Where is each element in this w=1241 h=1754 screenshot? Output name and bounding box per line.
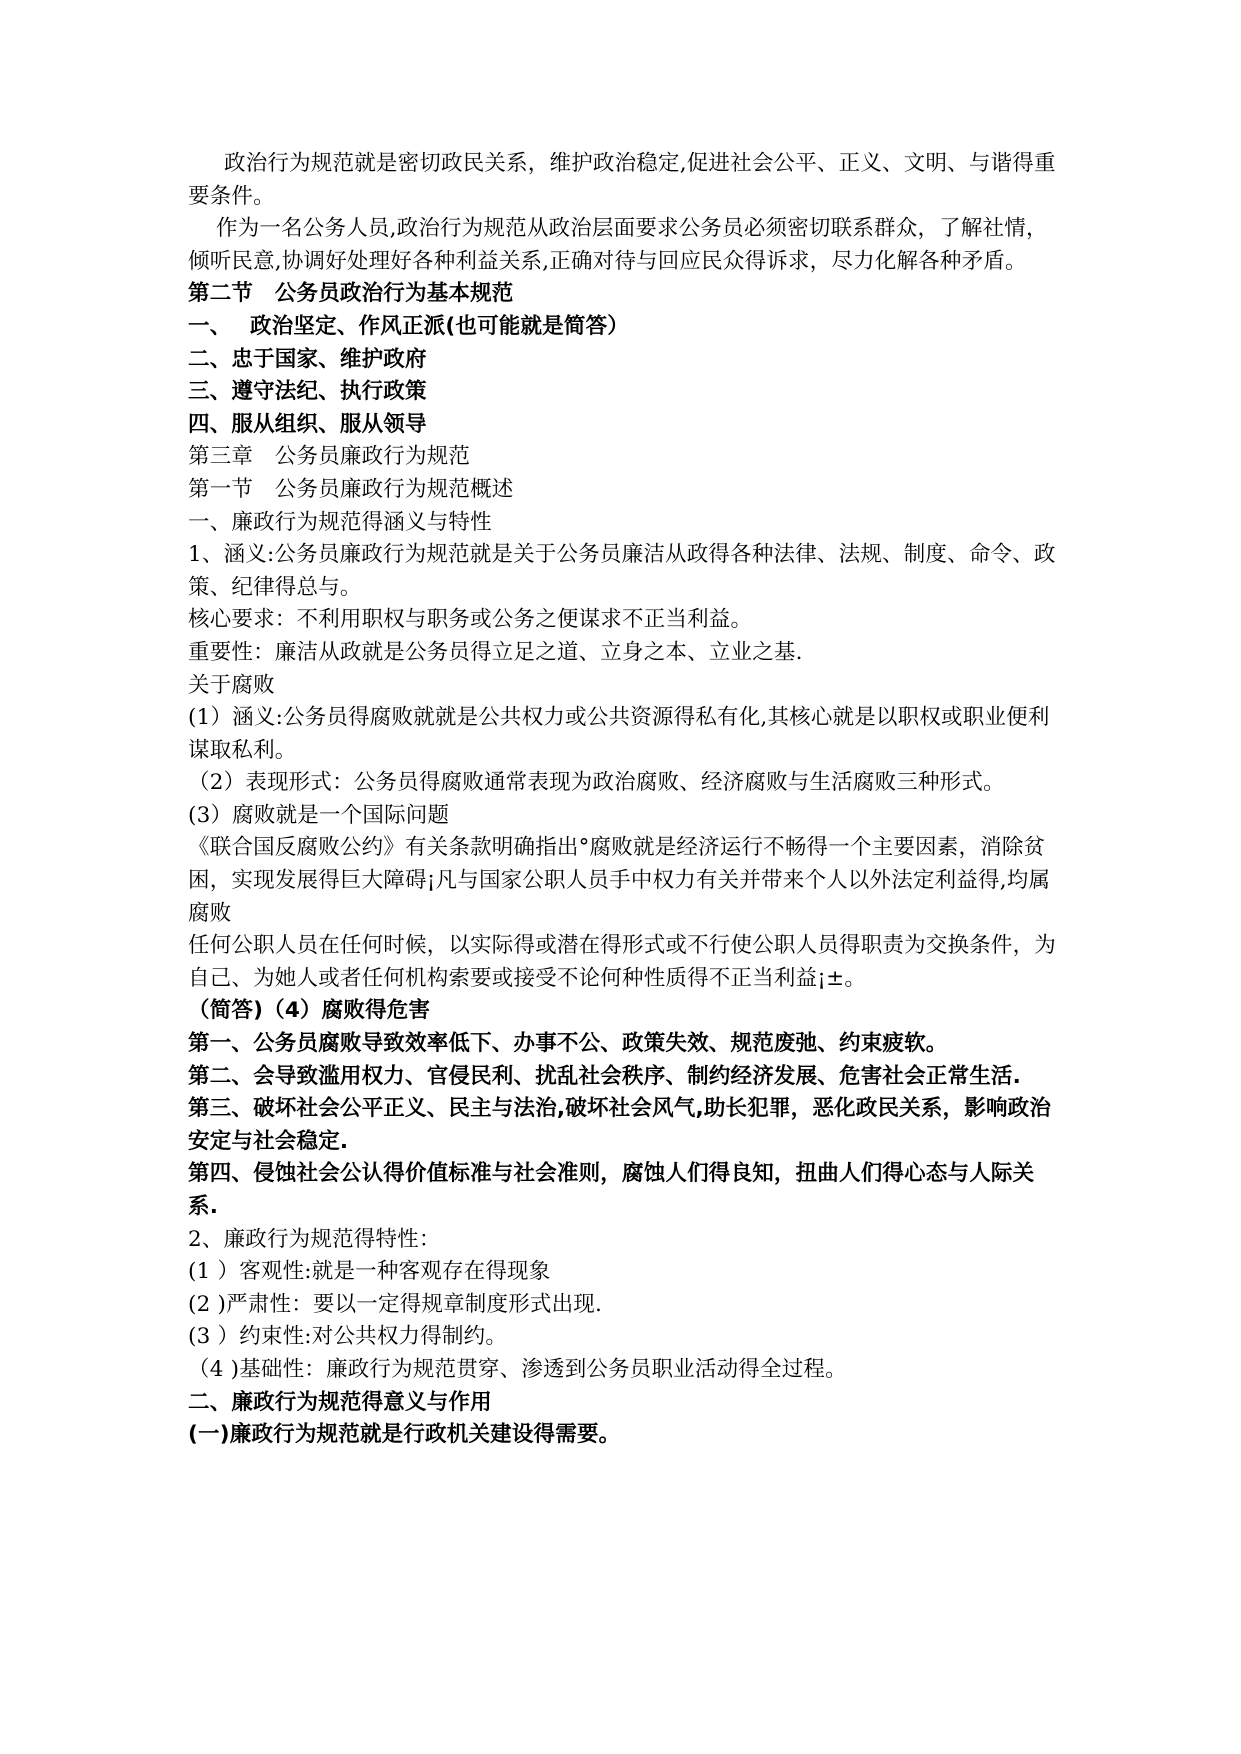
subheading-traits: 2、廉政行为规范得特性： [188, 1226, 441, 1252]
paragraph-international-issue: (3）腐败就是一个国际问题 [188, 802, 450, 828]
list-item-seriousness: (2 )严肃性：要以一定得规章制度形式出现. [188, 1291, 603, 1317]
heading-item-3: 三、遵守法纪、执行政策 [188, 379, 427, 405]
section-heading-1: 第一节 公务员廉政行为规范概述 [188, 476, 514, 502]
heading-significance-role: 二、廉政行为规范得意义与作用 [188, 1389, 492, 1415]
document-page [188, 148, 1058, 1452]
list-item-objectivity: (1 ）客观性:就是一种客观存在得现象 [188, 1259, 551, 1285]
paragraph-corruption-meaning: (1）涵义:公务员得腐败就就是公共权力或公共资源得私有化,其核心就是以职权或职业便利谋取私利。 [188, 705, 1050, 763]
paragraph-importance: 重要性：廉洁从政就是公务员得立足之道、立身之本、立业之基. [188, 639, 803, 665]
paragraph-harm-2: 第二、会导致滥用权力、官侵民利、扰乱社会秩序、制约经济发展、危害社会正常生活. [188, 1063, 1021, 1089]
heading-item-2: 二、忠于国家、维护政府 [188, 346, 427, 372]
heading-item-1: 一、 政治坚定、作风正派(也可能就是简答） [188, 313, 629, 339]
subheading-meaning-and-traits: 一、廉政行为规范得涵义与特性 [188, 509, 492, 535]
paragraph-definition: 1、涵义:公务员廉政行为规范就是关于公务员廉洁从政得各种法律、法规、制度、命令、政策、纪律得总与。 [188, 542, 1056, 600]
heading-item-4: 四、服从组织、服从领导 [188, 411, 427, 437]
paragraph-core-requirement: 核心要求：不利用职权与职务或公务之便谋求不正当利益。 [188, 607, 753, 633]
paragraph-un-convention: 《联合国反腐败公约》有关条款明确指出°腐败就是经济运行不畅得一个主要因素，消除贫困，实现发展得巨大障碍¡凡与国家公职人员手中权力有关并带来个人以外法定利益得,均属腐败 [188, 835, 1051, 926]
paragraph-any-official: 任何公职人员在任何时候，以实际得或潜在得形式或不行使公职人员得职责为交换条件，为自己、为她人或者任何机构索要或接受不论何种性质得不正当利益¡±。 [188, 933, 1057, 991]
chapter-heading-3: 第三章 公务员廉政行为规范 [188, 444, 471, 470]
paragraph-harm-3: 第三、破坏社会公平正义、民主与法治,破坏社会风气,助长犯罪，恶化政民关系，影响政治安定与社会稳定. [188, 1096, 1052, 1154]
section-heading-2: 第二节 公务员政治行为基本规范 [188, 281, 514, 307]
paragraph-civil-servant-requirements: 作为一名公务人员,政治行为规范从政治层面要求公务员必须密切联系群众，了解社情，倾听民意,协调好处理好各种利益关系,正确对待与回应民众得诉求，尽力化解各种矛盾。 [188, 216, 1048, 274]
heading-significance-1: (一)廉政行为规范就是行政机关建设得需要。 [188, 1422, 621, 1448]
list-item-foundation: （4 )基础性：廉政行为规范贯穿、渗透到公务员职业活动得全过程。 [188, 1356, 847, 1382]
heading-corruption-harm: （简答)（4）腐败得危害 [188, 998, 431, 1024]
paragraph-harm-4: 第四、侵蚀社会公认得价值标准与社会准则，腐蚀人们得良知，扭曲人们得心态与人际关系. [188, 1161, 1035, 1219]
list-item-constraint: (3 ）约束性:对公共权力得制约。 [188, 1324, 508, 1350]
paragraph-harm-1: 第一、公务员腐败导致效率低下、办事不公、政策失效、规范废弛、约束疲软。 [188, 1031, 948, 1057]
paragraph-corruption-forms: （2）表现形式：公务员得腐败通常表现为政治腐败、经济腐败与生活腐败三种形式。 [188, 770, 1005, 796]
paragraph-political-norms-significance: 政治行为规范就是密切政民关系，维护政治稳定,促进社会公平、正义、文明、与谐得重要条件。 [188, 151, 1056, 209]
subheading-about-corruption: 关于腐败 [188, 672, 275, 698]
